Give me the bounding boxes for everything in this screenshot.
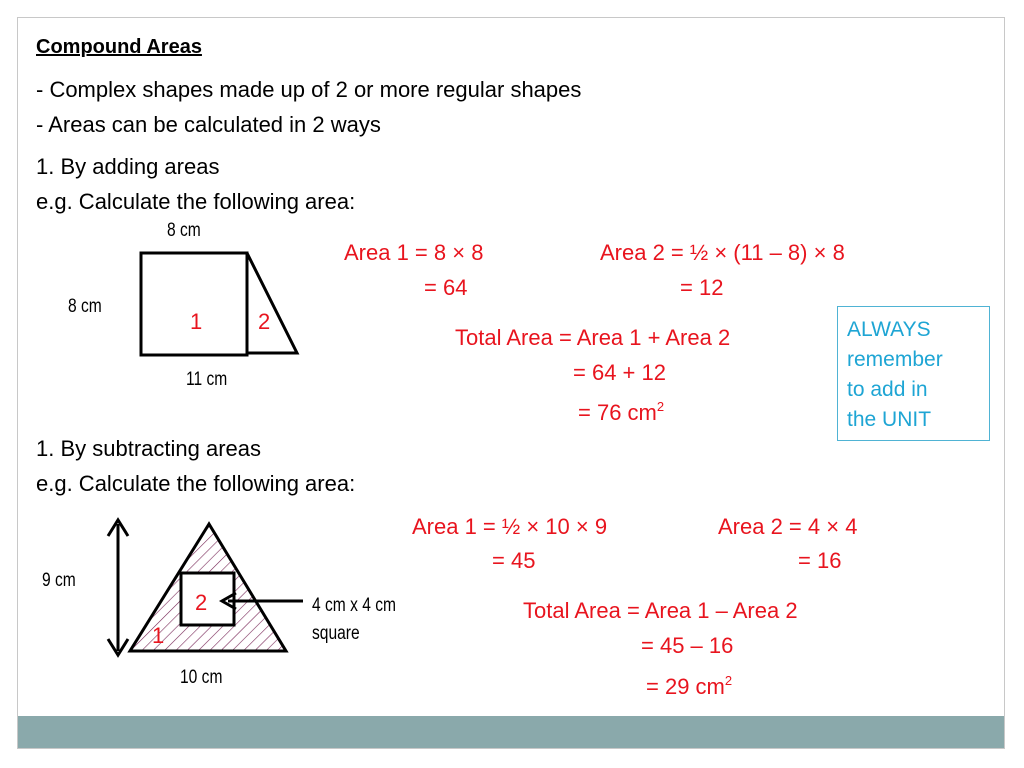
fig2-square-label-line2: square xyxy=(312,623,360,644)
note-line-4: the UNIT xyxy=(847,408,932,431)
fig1-top-label: 8 cm xyxy=(167,220,201,241)
calc1-area1-result: = 64 xyxy=(424,275,468,300)
calc2-area2-result: = 16 xyxy=(798,548,842,573)
calc2-total-result: = 29 $cm^2$ xyxy=(646,673,733,699)
calc2-area2-formula: Area 2 = 4 × 4 xyxy=(718,514,858,539)
calc2-unit-power: 2 xyxy=(724,673,733,688)
note-line-1: ALWAYS xyxy=(847,318,931,341)
bullet-complex-shapes: - Complex shapes made up of 2 or more regular shapes xyxy=(36,77,582,102)
fig2-square-label-line1: 4 cm x 4 cm xyxy=(312,595,396,616)
calc2-area1-result: = 45 xyxy=(492,548,536,573)
calc1-total-result: = 76 $cm^2$ xyxy=(578,399,665,425)
fig1-bottom-label: 11 cm xyxy=(186,369,228,390)
fig2-region-2-label: 2 xyxy=(195,590,208,615)
calc1-area2-formula: Area 2 = ½ × (11 – 8) × 8 xyxy=(600,240,845,265)
method-subtracting-heading: 1. By subtracting areas xyxy=(36,436,262,461)
example-2-prompt: e.g. Calculate the following area: xyxy=(36,471,356,496)
fig2-region-1-label: 1 xyxy=(152,623,165,648)
calc2-total-formula: Total Area = Area 1 – Area 2 xyxy=(523,598,798,623)
calc2-total-difference: = 45 – 16 xyxy=(641,633,734,658)
calc2-area1-formula: Area 1 = ½ × 10 × 9 xyxy=(412,514,608,539)
calc1-area2-result: = 12 xyxy=(680,275,724,300)
bullet-two-ways: - Areas can be calculated in 2 ways xyxy=(36,112,381,137)
slide-title: Compound Areas xyxy=(36,36,202,58)
fig1-left-label: 8 cm xyxy=(68,296,102,317)
note-line-2: remember xyxy=(847,348,943,371)
calc1-total-sum: = 64 + 12 xyxy=(573,360,666,385)
calc1-unit-power: 2 xyxy=(656,399,665,414)
fig2-height-label: 9 cm xyxy=(42,570,76,591)
note-line-3: to add in xyxy=(847,378,928,401)
calc1-area1-formula: Area 1 = 8 × 8 xyxy=(344,240,484,265)
fig1-region-2-label: 2 xyxy=(258,309,271,334)
fig2-base-label: 10 cm xyxy=(180,667,223,688)
method-adding-heading: 1. By adding areas xyxy=(36,154,220,179)
example-1-prompt: e.g. Calculate the following area: xyxy=(36,189,356,214)
fig1-region-1-label: 1 xyxy=(190,309,203,334)
calc1-total-formula: Total Area = Area 1 + Area 2 xyxy=(455,325,731,350)
